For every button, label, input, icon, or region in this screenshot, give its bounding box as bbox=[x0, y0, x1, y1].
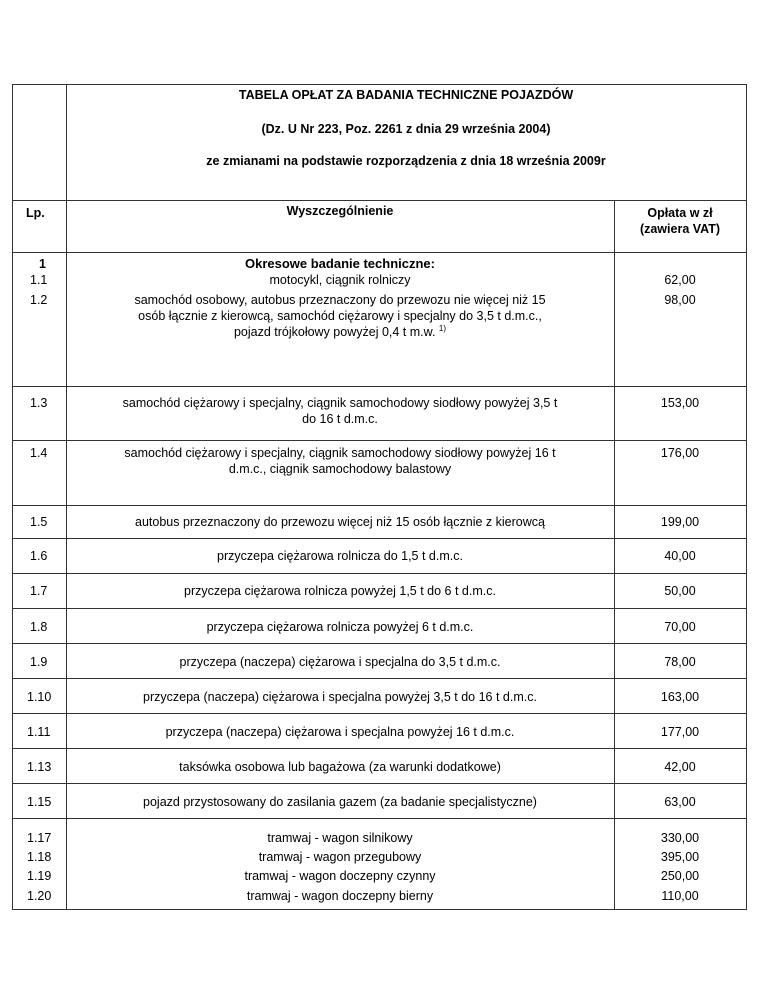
row-lp: 1.6 bbox=[30, 549, 48, 563]
row-description-line: samochód ciężarowy i specjalny, ciągnik samochodowy siodłowy powyżej 3,5 t bbox=[122, 396, 558, 410]
row-description: autobus przeznaczony do przewozu więcej niż 15 osób łącznie z kierowcą bbox=[135, 515, 545, 529]
row-description-line: samochód ciężarowy i specjalny, ciągnik samochodowy siodłowy powyżej 16 t bbox=[124, 446, 556, 460]
row-lp: 1.5 bbox=[30, 515, 48, 529]
row-description: przyczepa ciężarowa rolnicza do 1,5 t d.m.c. bbox=[217, 549, 463, 563]
table-line bbox=[12, 386, 747, 387]
table-border-top bbox=[12, 84, 747, 85]
row-description: przyczepa (naczepa) ciężarowa i specjalna powyżej 3,5 t do 16 t d.m.c. bbox=[143, 690, 537, 704]
table-border-right bbox=[746, 84, 747, 910]
row-fee: 163,00 bbox=[660, 690, 700, 704]
row-description: przyczepa ciężarowa rolnicza powyżej 6 t d.m.c. bbox=[206, 620, 474, 634]
row-description-line bbox=[66, 324, 614, 340]
table-border-left bbox=[12, 84, 13, 910]
table-line bbox=[12, 200, 747, 201]
row-description: tramwaj - wagon silnikowy bbox=[267, 831, 413, 845]
section-lp: 1 bbox=[39, 257, 46, 271]
column-header-fee-line1: Opłata w zł bbox=[647, 206, 713, 220]
table-line bbox=[12, 608, 747, 609]
row-description-line: do 16 t d.m.c. bbox=[302, 412, 378, 426]
column-header-fee bbox=[614, 205, 746, 237]
row-fee: 330,00 bbox=[660, 831, 700, 845]
row-description-line: d.m.c., ciągnik samochodowy balastowy bbox=[228, 462, 452, 476]
row-lp: 1.1 bbox=[30, 273, 48, 287]
row-fee: 177,00 bbox=[660, 725, 700, 739]
row-description bbox=[66, 445, 614, 477]
row-fee: 199,00 bbox=[660, 515, 700, 529]
row-fee: 250,00 bbox=[660, 869, 700, 883]
row-lp: 1.10 bbox=[27, 690, 52, 704]
row-description: tramwaj - wagon doczepny bierny bbox=[246, 889, 434, 903]
row-lp: 1.13 bbox=[27, 760, 52, 774]
document-subtitle: (Dz. U Nr 223, Poz. 2261 z dnia 29 września 2004) bbox=[261, 122, 551, 136]
row-description: przyczepa (naczepa) ciężarowa i specjalna do 3,5 t d.m.c. bbox=[179, 655, 501, 669]
table-line bbox=[12, 748, 747, 749]
column-header-lp: Lp. bbox=[26, 206, 45, 220]
row-description: przyczepa (naczepa) ciężarowa i specjalna powyżej 16 t d.m.c. bbox=[165, 725, 515, 739]
row-fee: 176,00 bbox=[660, 446, 700, 460]
row-description: tramwaj - wagon doczepny czynny bbox=[244, 869, 436, 883]
row-lp: 1.9 bbox=[30, 655, 48, 669]
table-line bbox=[12, 538, 747, 539]
row-description: pojazd przystosowany do zasilania gazem (za badanie specjalistyczne) bbox=[143, 795, 537, 809]
table-line bbox=[12, 252, 747, 253]
row-lp: 1.20 bbox=[27, 889, 52, 903]
row-description bbox=[66, 395, 614, 427]
table-border-bottom bbox=[12, 909, 747, 910]
row-fee: 153,00 bbox=[660, 396, 700, 410]
row-lp: 1.4 bbox=[30, 446, 48, 460]
row-lp: 1.11 bbox=[27, 725, 51, 739]
row-description-line: samochód osobowy, autobus przeznaczony do przewozu nie więcej niż 15 bbox=[134, 293, 546, 307]
row-fee: 50,00 bbox=[664, 584, 696, 598]
row-fee: 110,00 bbox=[661, 889, 699, 903]
row-description: motocykl, ciągnik rolniczy bbox=[269, 273, 411, 287]
row-description: taksówka osobowa lub bagażowa (za warunki dodatkowe) bbox=[179, 760, 501, 774]
table-line bbox=[12, 678, 747, 679]
row-description bbox=[66, 292, 614, 340]
row-fee: 62,00 bbox=[664, 273, 696, 287]
table-line bbox=[12, 713, 747, 714]
row-fee: 42,00 bbox=[664, 760, 696, 774]
row-lp: 1.19 bbox=[27, 869, 52, 883]
table-line bbox=[12, 505, 747, 506]
column-header-fee-line2: (zawiera VAT) bbox=[639, 222, 721, 236]
row-lp: 1.3 bbox=[30, 396, 48, 410]
row-fee: 70,00 bbox=[664, 620, 696, 634]
table-line bbox=[12, 573, 747, 574]
row-lp: 1.2 bbox=[30, 293, 48, 307]
row-fee: 395,00 bbox=[660, 850, 700, 864]
row-lp: 1.17 bbox=[27, 831, 52, 845]
row-fee: 78,00 bbox=[664, 655, 696, 669]
row-fee: 40,00 bbox=[664, 549, 696, 563]
table-line bbox=[12, 440, 747, 441]
table-line bbox=[12, 643, 747, 644]
row-fee: 98,00 bbox=[664, 293, 696, 307]
column-header-desc: Wyszczególnienie bbox=[286, 204, 394, 218]
row-lp: 1.15 bbox=[27, 795, 52, 809]
row-description: przyczepa ciężarowa rolnicza powyżej 1,5 t do 6 t d.m.c. bbox=[184, 584, 496, 598]
row-description-line: osób łącznie z kierowcą, samochód ciężarowy i specjalny do 3,5 t d.m.c., bbox=[138, 309, 542, 323]
row-lp: 1.18 bbox=[27, 850, 52, 864]
row-lp: 1.8 bbox=[30, 620, 48, 634]
document-amendment: ze zmianami na podstawie rozporządzenia z dnia 18 września 2009r bbox=[206, 154, 606, 168]
row-lp: 1.7 bbox=[30, 584, 48, 598]
document-title: TABELA OPŁAT ZA BADANIA TECHNICZNE POJAZDÓW bbox=[238, 88, 574, 102]
row-fee: 63,00 bbox=[664, 795, 696, 809]
table-line bbox=[12, 818, 747, 819]
row-description: tramwaj - wagon przegubowy bbox=[258, 850, 422, 864]
footnote-marker: 1) bbox=[438, 323, 447, 333]
row-description-text: pojazd trójkołowy powyżej 0,4 t m.w. bbox=[233, 325, 436, 339]
table-line bbox=[12, 783, 747, 784]
section-title: Okresowe badanie techniczne: bbox=[244, 256, 435, 271]
